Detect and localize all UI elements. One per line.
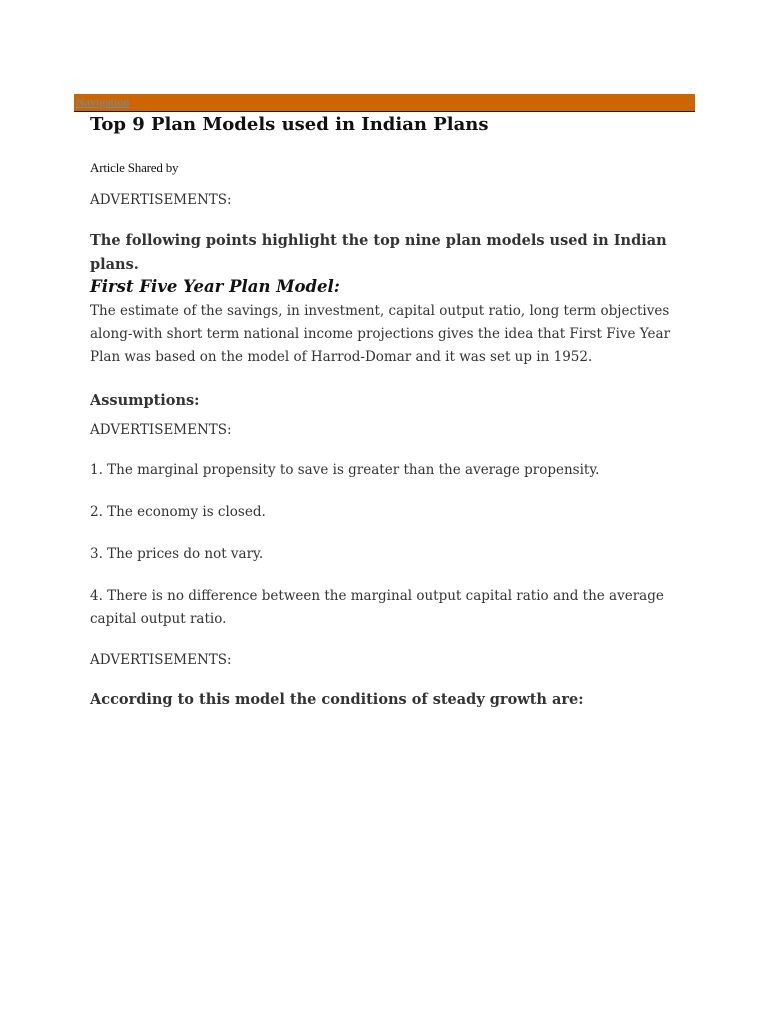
navigation-bar [74,94,695,112]
advertisements-label: ADVERTISEMENTS: [90,422,232,438]
assumptions-heading: Assumptions: [90,392,200,409]
assumption-item: 1. The marginal propensity to save is greater than the average propensity. [90,462,600,478]
navigation-link[interactable]: Navigation [76,95,130,109]
advertisements-label: ADVERTISEMENTS: [90,192,232,208]
article-title: Top 9 Plan Models used in Indian Plans [90,114,489,135]
article-intro: The following points highlight the top nine plan models used in Indian plans. [90,232,667,273]
article-content [90,112,680,712]
assumption-item: 2. The economy is closed. [90,504,266,520]
article-shared-by: Article Shared by [90,160,179,175]
assumption-item: 4. There is no difference between the marginal output capital ratio and the average capital output ratio. [90,588,664,627]
assumption-item: 3. The prices do not vary. [90,546,264,562]
conditions-heading: According to this model the conditions of steady growth are: [90,691,584,708]
section-paragraph: The estimate of the savings, in investment, capital output ratio, long term objectives along-with short term national income projections gives the idea that First Five Year Plan was based on the model of Harrod-Domar and it was set up in 1952. [90,303,671,365]
advertisements-label: ADVERTISEMENTS: [90,652,232,668]
section-heading: First Five Year Plan Model: [90,277,340,296]
